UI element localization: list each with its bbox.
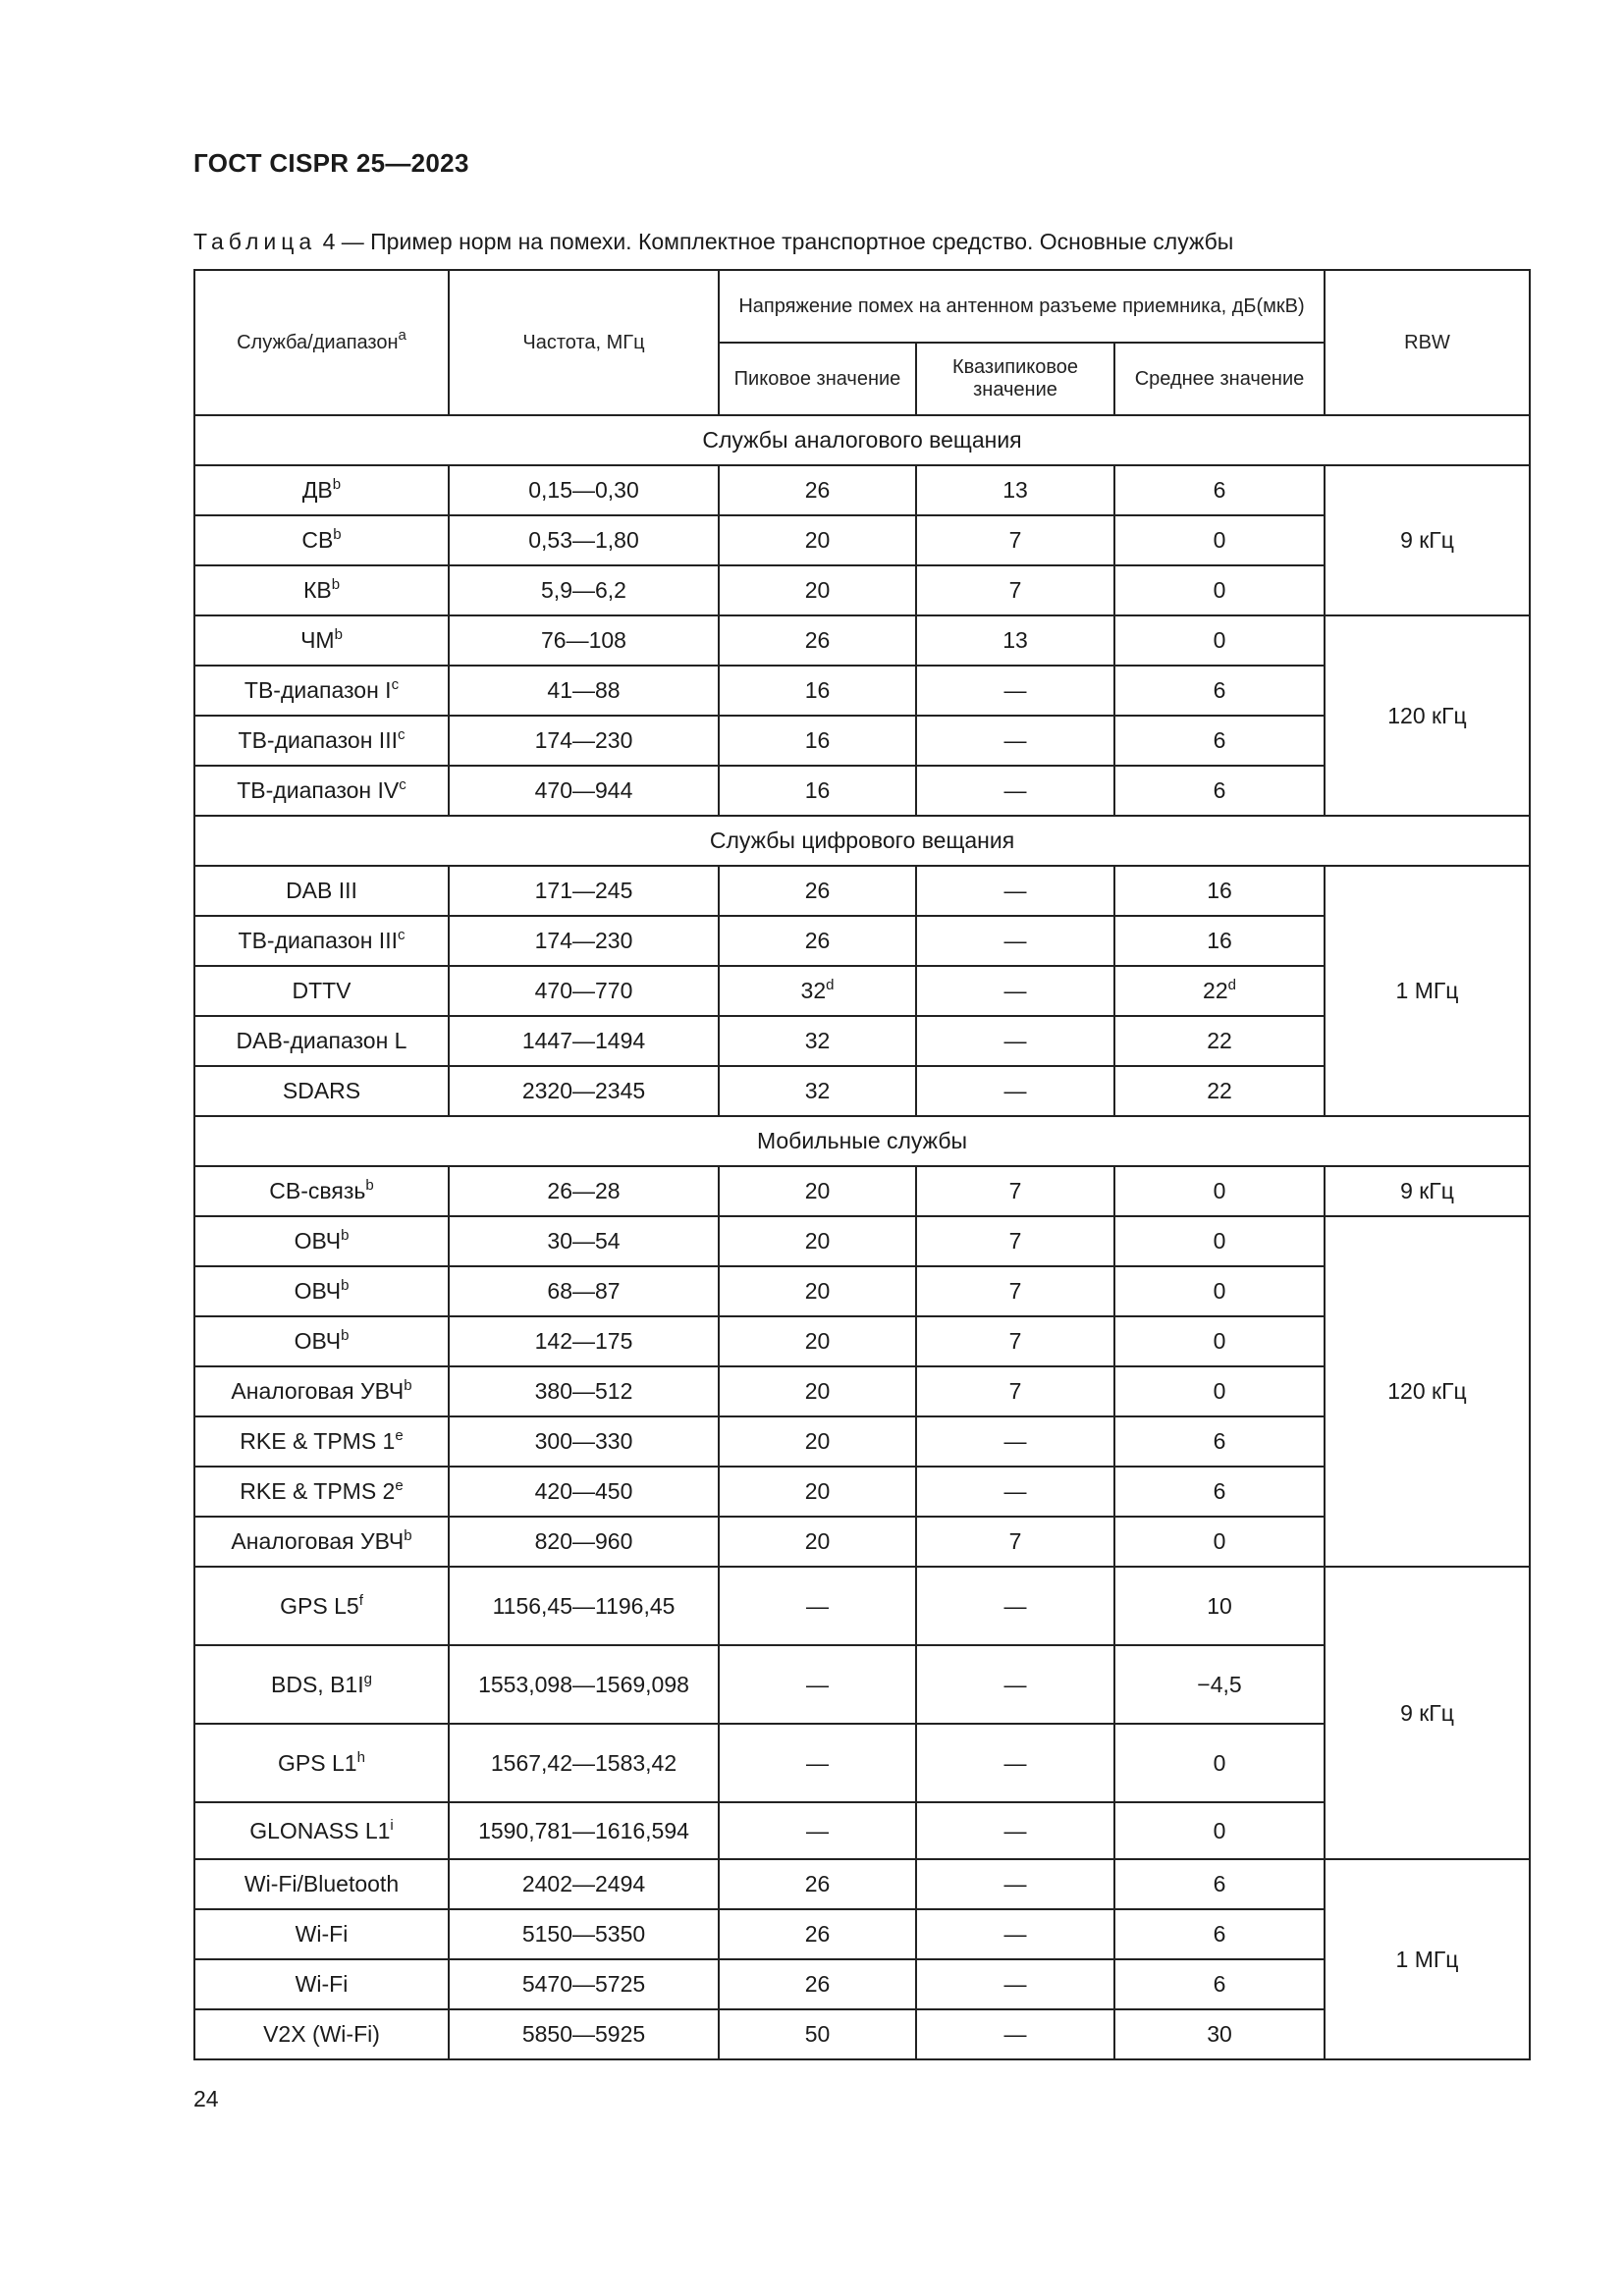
frequency-cell: 0,15—0,30 xyxy=(449,465,719,515)
quasi-peak-cell: — xyxy=(916,1467,1114,1517)
quasi-peak-cell: — xyxy=(916,1802,1114,1859)
quasi-peak-cell: — xyxy=(916,666,1114,716)
caption-text: 4 — Пример норм на помехи. Комплектное транспортное средство. Основные службы xyxy=(316,229,1234,254)
frequency-cell: 76—108 xyxy=(449,615,719,666)
frequency-cell: 142—175 xyxy=(449,1316,719,1366)
quasi-peak-cell: — xyxy=(916,2009,1114,2059)
average-cell: 6 xyxy=(1114,1959,1325,2009)
frequency-cell: 470—944 xyxy=(449,766,719,816)
service-cell: ТВ-диапазон $IV^c$ xyxy=(194,766,449,816)
peak-cell: 20 xyxy=(719,1366,916,1416)
frequency-cell: 5150—5350 xyxy=(449,1909,719,1959)
service-cell: RKE & TPMS 1e xyxy=(194,1416,449,1467)
header-rbw: RBW xyxy=(1325,270,1530,415)
page-number: 24 xyxy=(193,2086,219,2111)
peak-cell: 32$^d$ xyxy=(719,966,916,1016)
peak-cell: 32 xyxy=(719,1016,916,1066)
quasi-peak-cell: 7 xyxy=(916,1266,1114,1316)
average-cell: 6 xyxy=(1114,666,1325,716)
service-cell: DAB-диапазон L xyxy=(194,1016,449,1066)
average-cell: 0 xyxy=(1114,1366,1325,1416)
service-cell: Wi-Fi/Bluetooth xyxy=(194,1859,449,1909)
table-row xyxy=(194,1166,1530,1216)
quasi-peak-cell: — xyxy=(916,866,1114,916)
peak-cell: 26 xyxy=(719,615,916,666)
service-cell: GPS L1$^h$ xyxy=(194,1724,449,1802)
rbw-cell: 120 кГц xyxy=(1325,1216,1530,1567)
service-cell: ТВ-диапазон III$^c$ xyxy=(194,716,449,766)
quasi-peak-cell: — xyxy=(916,1567,1114,1645)
service-cell: $СВ^b$ xyxy=(194,515,449,565)
caption-label: Таблица xyxy=(193,229,317,254)
average-cell: 6 xyxy=(1114,1416,1325,1467)
header-peak: Пиковое значение xyxy=(719,343,916,415)
service-cell: $ДВ^b$ xyxy=(194,465,449,515)
service-cell: ТВ-диапазон III$^c$ xyxy=(194,916,449,966)
header-quasi-peak: Квазипиковое значение xyxy=(916,343,1114,415)
average-cell: 22 xyxy=(1114,1066,1325,1116)
rbw-cell: 1 МГц xyxy=(1325,866,1530,1116)
table-row xyxy=(194,1216,1530,1266)
service-cell: V2X (Wi-Fi) xyxy=(194,2009,449,2059)
peak-cell: 26 xyxy=(719,1959,916,2009)
header-service: Служба/диапазон$^a$ xyxy=(194,270,449,415)
rbw-cell: 9 кГц xyxy=(1325,1567,1530,1859)
frequency-cell: 5850—5925 xyxy=(449,2009,719,2059)
service-cell: BDS, $B1I^g$ xyxy=(194,1645,449,1724)
rbw-cell: 1 МГц xyxy=(1325,1859,1530,2059)
service-cell: Wi-Fi xyxy=(194,1909,449,1959)
peak-cell: 20 xyxy=(719,1316,916,1366)
frequency-cell: 300—330 xyxy=(449,1416,719,1467)
average-cell: 22 xyxy=(1114,1016,1325,1066)
peak-cell: 16 xyxy=(719,666,916,716)
service-cell: SDARS xyxy=(194,1066,449,1116)
peak-cell: 50 xyxy=(719,2009,916,2059)
quasi-peak-cell: — xyxy=(916,1066,1114,1116)
peak-cell: — xyxy=(719,1802,916,1859)
frequency-cell: 380—512 xyxy=(449,1366,719,1416)
peak-cell: 26 xyxy=(719,866,916,916)
header-average: Среднее значение xyxy=(1114,343,1325,415)
service-cell: ТВ-диапазон $I^c$ xyxy=(194,666,449,716)
average-cell: 10 xyxy=(1114,1567,1325,1645)
frequency-cell: 41—88 xyxy=(449,666,719,716)
quasi-peak-cell: 7 xyxy=(916,565,1114,615)
average-cell: 6 xyxy=(1114,766,1325,816)
frequency-cell: 1447—1494 xyxy=(449,1016,719,1066)
rbw-cell: 120 кГц xyxy=(1325,615,1530,816)
service-cell: GPS L5$^f$ xyxy=(194,1567,449,1645)
peak-cell: 16 xyxy=(719,716,916,766)
table-row xyxy=(194,866,1530,916)
frequency-cell: 1567,42—1583,42 xyxy=(449,1724,719,1802)
average-cell: 0 xyxy=(1114,565,1325,615)
average-cell: 16 xyxy=(1114,866,1325,916)
service-cell: $КВ^b$ xyxy=(194,565,449,615)
service-cell: ОВЧ$^b$ xyxy=(194,1216,449,1266)
peak-cell: 32 xyxy=(719,1066,916,1116)
peak-cell: 20 xyxy=(719,1517,916,1567)
frequency-cell: 174—230 xyxy=(449,716,719,766)
frequency-cell: 68—87 xyxy=(449,1266,719,1316)
service-cell: Аналоговая УВЧ$^b$ xyxy=(194,1517,449,1567)
service-cell: DTTV xyxy=(194,966,449,1016)
frequency-cell: 30—54 xyxy=(449,1216,719,1266)
quasi-peak-cell: — xyxy=(916,766,1114,816)
quasi-peak-cell: 7 xyxy=(916,1316,1114,1366)
group-row xyxy=(194,415,1530,465)
group-mobile: Мобильные службы xyxy=(194,1116,1530,1166)
quasi-peak-cell: — xyxy=(916,916,1114,966)
table-row xyxy=(194,1567,1530,1645)
header-service-footnote: a xyxy=(398,326,406,344)
average-cell: 16 xyxy=(1114,916,1325,966)
table-row xyxy=(194,465,1530,515)
average-cell: 6 xyxy=(1114,716,1325,766)
quasi-peak-cell: — xyxy=(916,1645,1114,1724)
average-cell: −4,5 xyxy=(1114,1645,1325,1724)
group-row xyxy=(194,816,1530,866)
quasi-peak-cell: — xyxy=(916,1859,1114,1909)
quasi-peak-cell: 7 xyxy=(916,515,1114,565)
group-digital: Службы цифрового вещания xyxy=(194,816,1530,866)
quasi-peak-cell: — xyxy=(916,966,1114,1016)
peak-cell: 26 xyxy=(719,916,916,966)
peak-cell: 20 xyxy=(719,1166,916,1216)
service-cell: СВ-связь$^b$ xyxy=(194,1166,449,1216)
frequency-cell: 420—450 xyxy=(449,1467,719,1517)
service-cell: GLONASS L1$^i$ xyxy=(194,1802,449,1859)
quasi-peak-cell: 7 xyxy=(916,1366,1114,1416)
service-cell: $ЧМ^b$ xyxy=(194,615,449,666)
frequency-cell: 470—770 xyxy=(449,966,719,1016)
quasi-peak-cell: — xyxy=(916,1959,1114,2009)
header-frequency: Частота, МГц xyxy=(449,270,719,415)
peak-cell: — xyxy=(719,1645,916,1724)
table-row xyxy=(194,615,1530,666)
average-cell: 0 xyxy=(1114,1517,1325,1567)
average-cell: 0 xyxy=(1114,515,1325,565)
quasi-peak-cell: — xyxy=(916,716,1114,766)
group-analog: Службы аналогового вещания xyxy=(194,415,1530,465)
peak-cell: 20 xyxy=(719,1216,916,1266)
frequency-cell: 1553,098—1569,098 xyxy=(449,1645,719,1724)
peak-cell: — xyxy=(719,1567,916,1645)
frequency-cell: 26—28 xyxy=(449,1166,719,1216)
frequency-cell: 0,53—1,80 xyxy=(449,515,719,565)
average-cell: 30 xyxy=(1114,2009,1325,2059)
quasi-peak-cell: 7 xyxy=(916,1517,1114,1567)
quasi-peak-cell: 7 xyxy=(916,1166,1114,1216)
average-cell: 0 xyxy=(1114,1266,1325,1316)
average-cell: 6 xyxy=(1114,1467,1325,1517)
frequency-cell: 1590,781—1616,594 xyxy=(449,1802,719,1859)
average-cell: 6 xyxy=(1114,1909,1325,1959)
quasi-peak-cell: — xyxy=(916,1909,1114,1959)
service-cell: Wi-Fi xyxy=(194,1959,449,2009)
frequency-cell: 174—230 xyxy=(449,916,719,966)
frequency-cell: 5470—5725 xyxy=(449,1959,719,2009)
peak-cell: 26 xyxy=(719,1859,916,1909)
quasi-peak-cell: — xyxy=(916,1724,1114,1802)
document-header: ГОСТ CISPR 25—2023 xyxy=(193,148,469,178)
frequency-cell: 1156,45—1196,45 xyxy=(449,1567,719,1645)
frequency-cell: 171—245 xyxy=(449,866,719,916)
quasi-peak-cell: — xyxy=(916,1416,1114,1467)
average-cell: 6 xyxy=(1114,1859,1325,1909)
quasi-peak-cell: 13 xyxy=(916,465,1114,515)
frequency-cell: 2402—2494 xyxy=(449,1859,719,1909)
peak-cell: 16 xyxy=(719,766,916,816)
service-cell: RKE & TPMS 2e xyxy=(194,1467,449,1517)
peak-cell: 20 xyxy=(719,1416,916,1467)
quasi-peak-cell: 13 xyxy=(916,615,1114,666)
rbw-cell: 9 кГц xyxy=(1325,1166,1530,1216)
average-cell: 6 xyxy=(1114,465,1325,515)
rbw-cell: 9 кГц xyxy=(1325,465,1530,615)
average-cell: 0 xyxy=(1114,1316,1325,1366)
average-cell: 0 xyxy=(1114,1724,1325,1802)
service-cell: ОВЧ$^b$ xyxy=(194,1266,449,1316)
peak-cell: 20 xyxy=(719,1266,916,1316)
average-cell: 0 xyxy=(1114,1802,1325,1859)
frequency-cell: 2320—2345 xyxy=(449,1066,719,1116)
group-row xyxy=(194,1116,1530,1166)
service-cell: Аналоговая УВЧ$^b$ xyxy=(194,1366,449,1416)
service-cell: ОВЧ$^b$ xyxy=(194,1316,449,1366)
peak-cell: 20 xyxy=(719,515,916,565)
average-cell: 0 xyxy=(1114,1216,1325,1266)
service-cell: DAB III xyxy=(194,866,449,916)
peak-cell: 26 xyxy=(719,465,916,515)
peak-cell: 20 xyxy=(719,565,916,615)
quasi-peak-cell: — xyxy=(916,1016,1114,1066)
peak-cell: 20 xyxy=(719,1467,916,1517)
limits-table xyxy=(193,269,1531,2060)
quasi-peak-cell: 7 xyxy=(916,1216,1114,1266)
average-cell: 0 xyxy=(1114,615,1325,666)
header-voltage-group: Напряжение помех на антенном разъеме приемника, дБ(мкВ) xyxy=(719,270,1325,343)
frequency-cell: 5,9—6,2 xyxy=(449,565,719,615)
table-row xyxy=(194,1859,1530,1909)
peak-cell: 26 xyxy=(719,1909,916,1959)
average-cell: 22$^d$ xyxy=(1114,966,1325,1016)
table-caption xyxy=(193,229,1233,255)
frequency-cell: 820—960 xyxy=(449,1517,719,1567)
average-cell: 0 xyxy=(1114,1166,1325,1216)
peak-cell: — xyxy=(719,1724,916,1802)
